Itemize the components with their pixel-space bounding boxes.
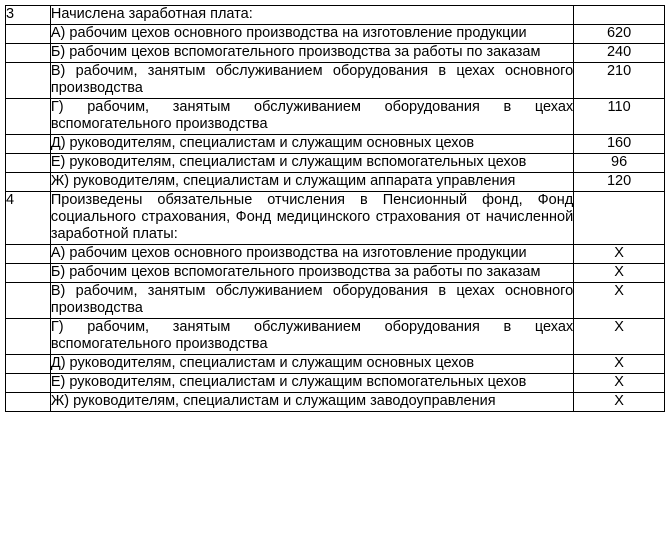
- row-amount: Х: [574, 319, 665, 355]
- row-description: А) рабочим цехов основного производства на изготовление продукции: [50, 25, 573, 44]
- entry-number: 4: [6, 192, 51, 245]
- number-cell-empty: [6, 25, 51, 44]
- row-description: Ж) руководителям, специалистам и служащим аппарата управления: [50, 173, 573, 192]
- row-amount: 160: [574, 135, 665, 154]
- table-row: [6, 135, 665, 154]
- row-description: В) рабочим, занятым обслуживанием оборудования в цехах основного производства: [50, 63, 573, 99]
- row-description: Б) рабочим цехов вспомогательного производства за работы по заказам: [50, 264, 573, 283]
- number-cell-empty: [6, 245, 51, 264]
- section-heading: Произведены обязательные отчисления в Пенсионный фонд, Фонд социального страхования, Фонд медицинского страхования от начисленной заработной платы:: [50, 192, 573, 245]
- table-row: [6, 264, 665, 283]
- table-row: [6, 374, 665, 393]
- number-cell-empty: [6, 393, 51, 412]
- table-row: [6, 63, 665, 99]
- number-cell-empty: [6, 355, 51, 374]
- row-description: Ж) руководителям, специалистам и служащим заводоуправления: [50, 393, 573, 412]
- table-row: [6, 44, 665, 63]
- number-cell-empty: [6, 63, 51, 99]
- row-description: Д) руководителям, специалистам и служащим основных цехов: [50, 355, 573, 374]
- row-amount: 620: [574, 25, 665, 44]
- row-description: Е) руководителям, специалистам и служащим вспомогательных цехов: [50, 154, 573, 173]
- row-description: Г) рабочим, занятым обслуживанием оборудования в цехах вспомогательного производства: [50, 99, 573, 135]
- section-header-row: [6, 192, 665, 245]
- row-description: Д) руководителям, специалистам и служащим основных цехов: [50, 135, 573, 154]
- row-description: Е) руководителям, специалистам и служащим вспомогательных цехов: [50, 374, 573, 393]
- number-cell-empty: [6, 44, 51, 63]
- number-cell-empty: [6, 374, 51, 393]
- transactions-table: [5, 5, 665, 412]
- entry-number: 3: [6, 6, 51, 25]
- table-row: [6, 319, 665, 355]
- table-row: [6, 25, 665, 44]
- row-description: В) рабочим, занятым обслуживанием оборудования в цехах основного производства: [50, 283, 573, 319]
- row-amount: 240: [574, 44, 665, 63]
- number-cell-empty: [6, 283, 51, 319]
- table-row: [6, 283, 665, 319]
- table-body: [6, 6, 665, 412]
- row-amount: 210: [574, 63, 665, 99]
- row-amount: Х: [574, 264, 665, 283]
- table-row: [6, 245, 665, 264]
- row-amount: Х: [574, 245, 665, 264]
- table-row: [6, 355, 665, 374]
- row-amount: 110: [574, 99, 665, 135]
- number-cell-empty: [6, 319, 51, 355]
- section-heading: Начислена заработная плата:: [50, 6, 573, 25]
- row-amount: Х: [574, 355, 665, 374]
- row-description: Б) рабочим цехов вспомогательного производства за работы по заказам: [50, 44, 573, 63]
- row-amount: 120: [574, 173, 665, 192]
- row-amount: 96: [574, 154, 665, 173]
- row-amount: Х: [574, 283, 665, 319]
- number-cell-empty: [6, 154, 51, 173]
- table-row: [6, 393, 665, 412]
- number-cell-empty: [6, 173, 51, 192]
- row-amount: Х: [574, 393, 665, 412]
- row-description: Г) рабочим, занятым обслуживанием оборудования в цехах вспомогательного производства: [50, 319, 573, 355]
- amount-cell-empty: [574, 192, 665, 245]
- table-row: [6, 99, 665, 135]
- table-row: [6, 154, 665, 173]
- table-row: [6, 173, 665, 192]
- section-header-row: [6, 6, 665, 25]
- number-cell-empty: [6, 264, 51, 283]
- row-description: А) рабочим цехов основного производства на изготовление продукции: [50, 245, 573, 264]
- number-cell-empty: [6, 135, 51, 154]
- amount-cell-empty: [574, 6, 665, 25]
- row-amount: Х: [574, 374, 665, 393]
- number-cell-empty: [6, 99, 51, 135]
